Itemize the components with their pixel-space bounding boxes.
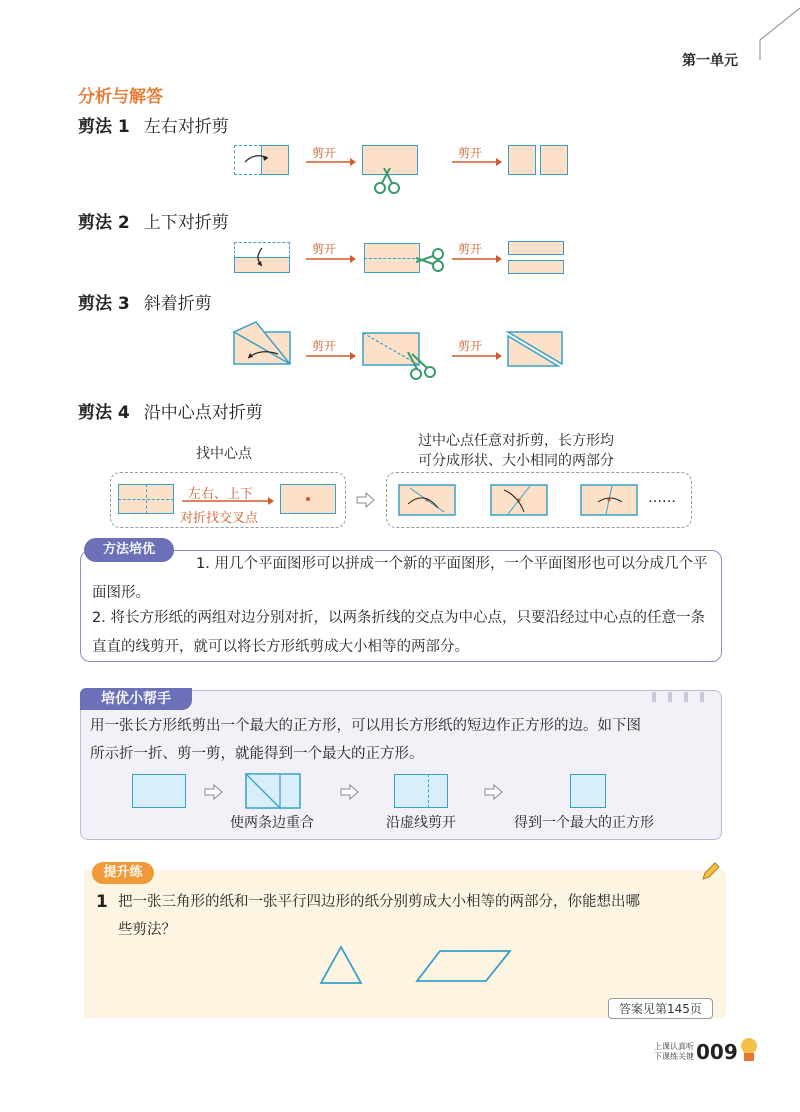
parallelogram-shape: [414, 948, 514, 984]
cut-label: 剪开: [312, 339, 337, 353]
helper-text-2: 所示折一折、剪一剪，就能得到一个最大的正方形。: [90, 746, 424, 762]
arrow-text-2: 对折找交叉点: [180, 511, 259, 526]
question-number: 1: [96, 892, 108, 912]
paper-half: [508, 260, 564, 274]
arrow-text-1: 左右、上下: [188, 487, 254, 502]
cut-label: 剪开: [458, 146, 483, 160]
method4-desc-1: 过中心点任意对折剪，长方形均: [418, 433, 614, 449]
method-tip-1: 1. 用几个平面图形可以拼成一个新的平面图形，一个平面图形也可以分成几个平面图形。: [92, 556, 708, 601]
helper-caption-2: 沿虚线剪开: [386, 815, 456, 831]
paper-half: [508, 241, 564, 255]
triangle-shape: [318, 944, 364, 986]
diagonal-halves-figure: [506, 330, 570, 368]
right-arrow-icon: [452, 352, 502, 360]
method-tips-tag: 方法培优: [84, 538, 174, 562]
right-arrow-icon: [452, 158, 502, 166]
mascot-icon: [738, 1036, 760, 1062]
slogan: 上课认真听 下课练关键: [654, 1042, 694, 1061]
fold-example-2: [490, 484, 548, 516]
scissors-icon: [370, 168, 404, 196]
unit-title: 第一单元: [682, 53, 738, 69]
fold-example-1: [398, 484, 456, 516]
method4-desc-2: 可分成形状、大小相同的两部分: [418, 453, 614, 469]
right-arrow-icon: [452, 255, 502, 263]
page-number: 009: [696, 1040, 738, 1064]
helper-caption-1: 使两条边重合: [230, 815, 314, 831]
paper-half: [540, 145, 568, 175]
helper-caption-3: 得到一个最大的正方形: [514, 815, 654, 831]
pencil-icon: [700, 862, 720, 882]
scissors-icon: [416, 248, 444, 272]
answer-reference: 答案见第145页: [608, 998, 713, 1019]
rect-paper: [132, 774, 186, 808]
right-arrow-icon: [306, 255, 356, 263]
cut-label: 剪开: [458, 242, 483, 256]
scissors-icon: [404, 352, 438, 382]
hollow-arrow-icon: [484, 784, 504, 800]
diagonal-fold-figure: [228, 318, 292, 366]
fold-arrow-icon: [240, 150, 280, 170]
method-1-title: 剪法 1 左右对折剪: [78, 117, 229, 137]
practice-tag: 提升练: [92, 862, 154, 884]
fold-square-figure: [244, 772, 304, 810]
hollow-arrow-icon: [340, 784, 360, 800]
right-arrow-icon: [306, 158, 356, 166]
method-3-title: 剪法 3 斜着折剪: [78, 294, 212, 314]
paper-half: [508, 145, 536, 175]
pins-decoration: [650, 690, 710, 704]
v-fold-line: [146, 484, 147, 514]
hollow-arrow-icon: [204, 784, 224, 800]
hollow-arrow-icon: [356, 492, 376, 508]
rect-paper: [394, 774, 448, 808]
right-arrow-icon: [182, 497, 274, 505]
ellipsis: ……: [648, 490, 676, 506]
helper-text-1: 用一张长方形纸剪出一个最大的正方形，可以用长方形纸的短边作正方形的边。如下图: [90, 718, 641, 734]
find-center-label: 找中心点: [196, 446, 252, 462]
section-title: 分析与解答: [78, 87, 163, 107]
cut-label: 剪开: [312, 242, 337, 256]
helper-tag: 培优小帮手: [80, 688, 192, 710]
method-4-title: 剪法 4 沿中心点对折剪: [78, 403, 263, 423]
question-text-2: 些剪法？: [118, 922, 176, 938]
method-tip-2: 2. 将长方形纸的两组对边分别对折，以两条折线的交点为中心点，只要沿经过中心点的任意一条直直的线剪开，就可以将长方形纸剪成大小相等的两部分。: [92, 610, 705, 655]
fold-example-3: [580, 484, 638, 516]
center-point: [306, 497, 310, 501]
right-arrow-icon: [306, 352, 356, 360]
cut-label: 剪开: [312, 146, 337, 160]
question-text-1: 把一张三角形的纸和一张平行四边形的纸分别剪成大小相等的两部分，你能想出哪: [118, 894, 640, 910]
cut-label: 剪开: [458, 339, 483, 353]
cut-line: [364, 258, 420, 259]
fold-arrow-icon: [252, 246, 272, 270]
cut-line: [428, 774, 429, 808]
method-2-title: 剪法 2 上下对折剪: [78, 213, 229, 233]
square-result: [570, 774, 606, 808]
